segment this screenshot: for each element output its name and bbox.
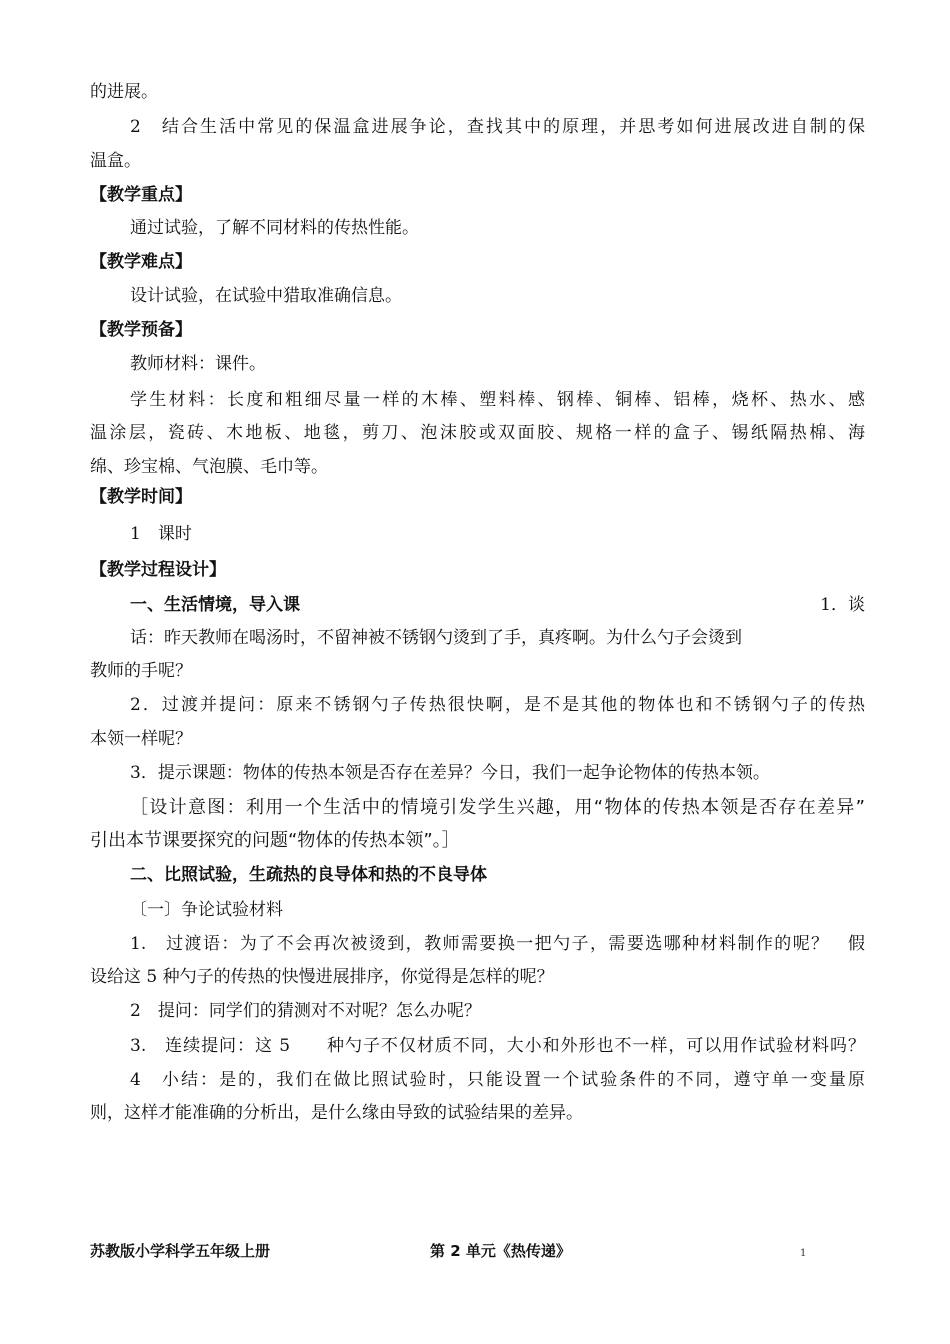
section-heading-process: 【教学过程设计】 — [90, 560, 226, 580]
paragraph-line: 温盒。 — [90, 151, 141, 171]
footer-unit-title: 第 2 单元《热传递》 — [430, 1242, 571, 1260]
paragraph-line: 的进展。 — [90, 82, 158, 102]
section-heading-time: 【教学时间】 — [90, 487, 192, 507]
section-heading-focus: 【教学重点】 — [90, 185, 192, 205]
subsection-heading-2: 二、比照试验，生疏热的良导体和热的不良导体 — [130, 865, 487, 885]
list-number: 1．谈 — [820, 595, 865, 615]
paragraph-line: 学生材料：长度和粗细尽量一样的木棒、塑料棒、钢棒、铜棒、铝棒，烧杯、热水、感 — [130, 390, 865, 410]
subsection-heading-1: 一、生活情境，导入课 — [130, 595, 300, 615]
paragraph-line: 绵、珍宝棉、气泡膜、毛巾等。 — [90, 457, 328, 477]
paragraph-line: 4 小结：是的，我们在做比照试验时，只能设置一个试验条件的不同，遵守单一变量原 — [130, 1070, 865, 1090]
paragraph-line: 3. 连续提问：这 5 种勺子不仅材质不同，大小和外形也不一样，可以用作试验材料吗？ — [130, 1036, 865, 1056]
paragraph-line: 则，这样才能准确的分析出，是什么缘由导致的试验结果的差异。 — [90, 1103, 583, 1123]
paragraph-line: 2 结合生活中常见的保温盒进展争论，查找其中的原理，并思考如何进展改进自制的保 — [130, 117, 865, 137]
paragraph-line: 设给这 5 种勺子的传热的快慢进展排序，你觉得是怎样的呢？ — [90, 967, 554, 987]
page-number: 1 — [800, 1248, 807, 1259]
paragraph-line: 通过试验，了解不同材料的传热性能。 — [130, 218, 419, 238]
paragraph-line: 3．提示课题：物体的传热本领是否存在差异？今日，我们一起争论物体的传热本领。 — [130, 763, 770, 783]
paragraph-line: 设计试验，在试验中猎取准确信息。 — [130, 286, 402, 306]
paragraph-line: 温涂层，瓷砖、木地板、地毯，剪刀、泡沫胶或双面胶、规格一样的盒子、锡纸隔热棉、海 — [90, 423, 865, 443]
paragraph-line: 教师材料：课件。 — [130, 354, 266, 374]
paragraph-line: 本领一样呢？ — [90, 729, 192, 749]
section-heading-difficulty: 【教学难点】 — [90, 252, 192, 272]
section-heading-prep: 【教学预备】 — [90, 320, 192, 340]
paragraph-line: 话：昨天教师在喝汤时，不留神被不锈钢勺烫到了手，真疼啊。为什么勺子会烫到 — [130, 628, 742, 648]
paragraph-line: 教师的手呢？ — [90, 661, 192, 681]
design-note-line: 引出本节课要探究的问题“物体的传热本领”。］ — [90, 830, 460, 851]
paragraph-line: 1. 过渡语：为了不会再次被烫到，教师需要换一把勺子，需要选哪种材料制作的呢？ 假 — [130, 934, 865, 954]
footer-book-title: 苏教版小学科学五年级上册 — [90, 1242, 271, 1260]
paragraph-line: 2．过渡并提问：原来不锈钢勺子传热很快啊，是不是其他的物体也和不锈钢勺子的传热 — [130, 695, 865, 715]
paragraph-line: 1 课时 — [130, 524, 192, 544]
design-note-line: ［设计意图：利用一个生活中的情境引发学生兴趣，用“物体的传热本领是否存在差异” — [130, 797, 865, 818]
paragraph-line: 2 提问：同学们的猜测对不对呢？怎么办呢？ — [130, 1001, 481, 1021]
subsection-heading-2a: 〔一〕争论试验材料 — [130, 900, 283, 920]
